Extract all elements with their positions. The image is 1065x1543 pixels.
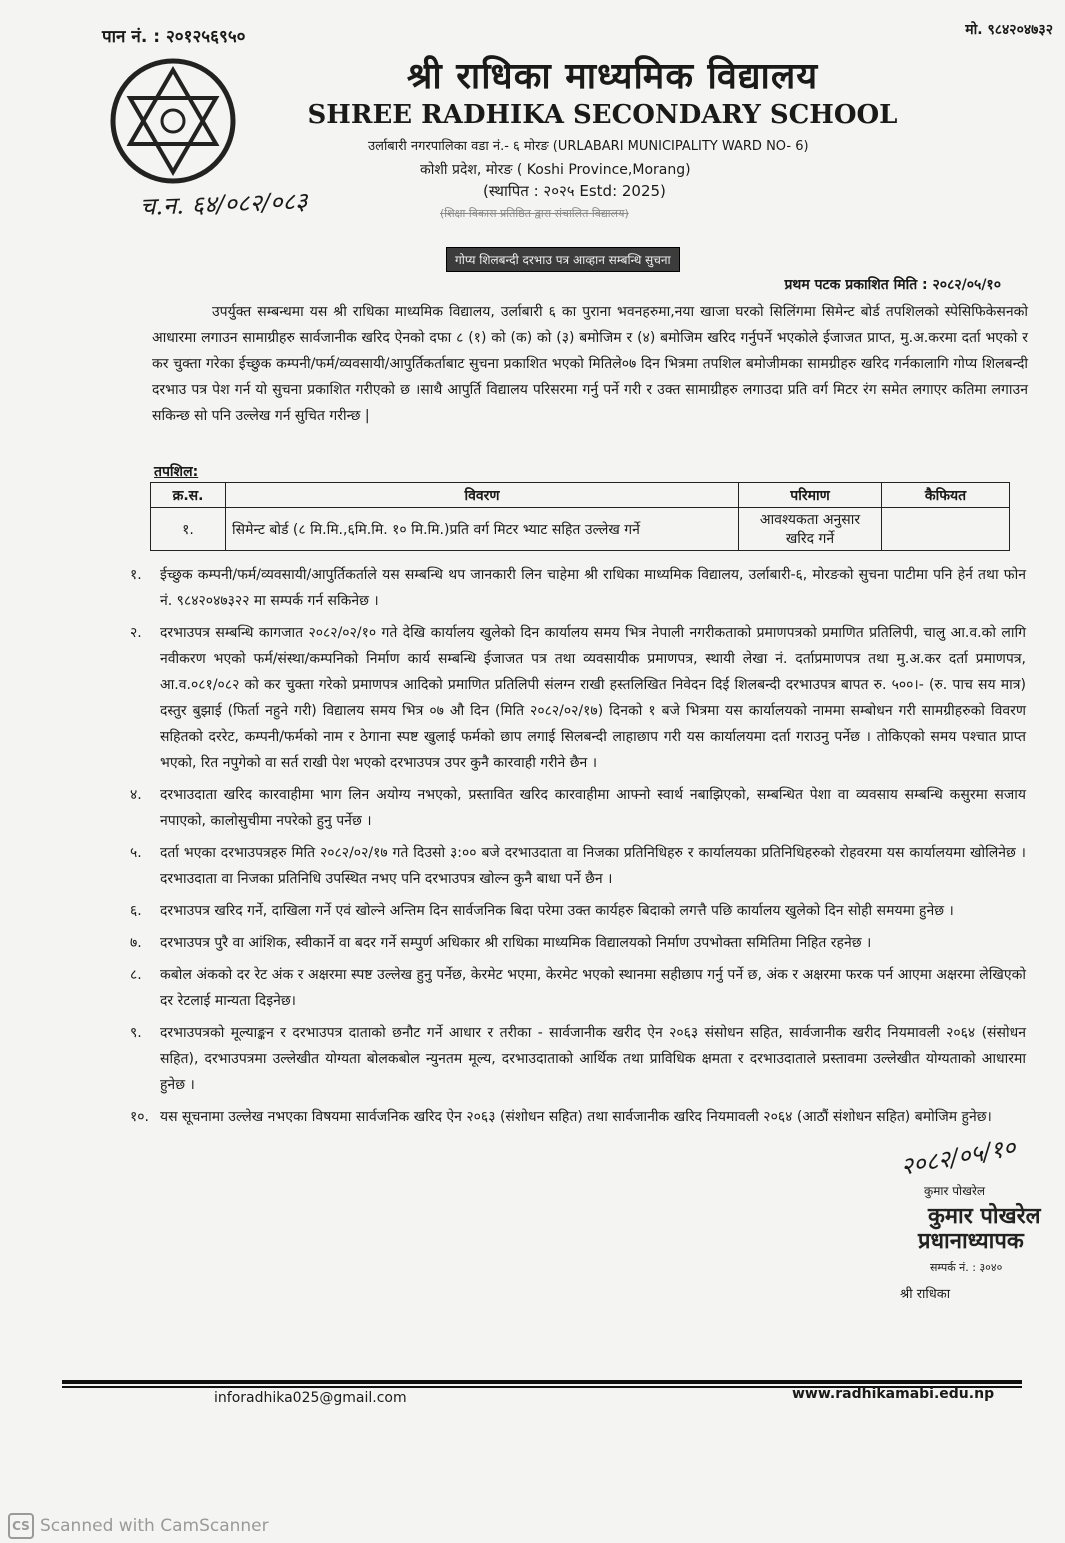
reference-number: च.न. ६४/०८२/०८३ <box>139 187 308 221</box>
item-number: ९. <box>130 1025 142 1041</box>
item-text: ईच्छुक कम्पनी/फर्म/व्यवसायी/आपुर्तिकर्ताले यस सम्बन्धि थप जानकारी लिन चाहेमा श्री राधिका माध्यमिक विद्यालय, उर्लाबारी-६, मोरङको सुचना पाटीमा पनि हेर्न तथा फोन नं. ९८४२०४७३२२ मा सम्पर्क गर्न सकिनेछ । <box>160 567 1026 609</box>
conditions-list <box>112 562 1026 1136</box>
list-item <box>112 562 1026 614</box>
list-item <box>112 962 1026 1014</box>
item-number: ६. <box>130 903 142 919</box>
list-item <box>112 1104 1026 1130</box>
footer-email: inforadhika025@gmail.com <box>214 1390 407 1406</box>
signature-date: २०८२/०५/१० <box>898 1133 1018 1181</box>
list-item <box>112 840 1026 892</box>
published-date: प्रथम पटक प्रकाशित मिति : २०८२/०५/१० <box>784 277 1001 293</box>
scanner-text: Scanned with CamScanner <box>40 1516 269 1536</box>
item-number: ७. <box>130 935 142 951</box>
signature-name: कुमार पोखरेल <box>924 1184 986 1198</box>
list-item <box>112 782 1026 834</box>
item-text: दरभाउपत्र खरिद गर्ने, दाखिला गर्ने एवं खोल्ने अन्तिम दिन सार्वजनिक बिदा परेमा उक्त कार्यहरु बिदाको लगत्तै पछि कार्यालय खुलेको दिन सोही समयमा हुनेछ । <box>160 903 954 919</box>
scanner-watermark <box>8 1513 269 1539</box>
list-item <box>112 620 1026 776</box>
item-number: २. <box>130 625 142 641</box>
list-item <box>112 1020 1026 1098</box>
school-name-english: SHREE RADHIKA SECONDARY SCHOOL <box>307 100 898 130</box>
item-text: यस सूचनामा उल्लेख नभएका विषयमा सार्वजनिक खरिद ऐन २०६३ (संशोधन सहित) तथा सार्वजानीक खरिद नियमावली २०६४ (आठौं संशोधन सहित) बमोजिम हुनेछ। <box>160 1109 992 1125</box>
cell-quantity: आवश्यकता अनुसार खरिद गर्ने <box>739 508 882 551</box>
item-number: ५. <box>130 845 142 861</box>
faded-subline: (शिक्षा विकास प्रतिष्ठित द्वारा संचालित विद्यालय) <box>440 207 629 220</box>
school-name-nepali: श्री राधिका माध्यमिक विद्यालय <box>406 56 819 97</box>
item-text: दर्ता भएका दरभाउपत्रहरु मिति २०८२/०२/१७ गते दिउसो ३:०० बजे दरभाउदाता वा निजका प्रतिनिधिहरु र कार्यालयका प्रतिनिधिहरुको रोहवरमा यस कार्यालयमा खोलिनेछ । दरभाउदाता वा निजका प्रतिनिधि उपस्थित नभए पनि दरभाउपत्र खोल्न कुनै बाधा पर्ने छैन । <box>160 845 1026 887</box>
cell-sn: १. <box>151 508 226 551</box>
item-text: दरभाउपत्र सम्बन्धि कागजात २०८२/०२/१० गते देखि कार्यालय खुलेको दिन कार्यालय समय भित्र नेपाली नगरीकताको प्रमाणपत्रको प्रमाणित प्रतिलिपी, चालु आ.व.को लागि नवीकरण भएको फर्म/संस्था/कम्पनिको निर्माण कार्य सम्बन्धि ईजाजत पत्र तथा व्यवसायीक प्रमाणपत्र, स्थायी लेखा नं. दर्ताप्रमाणपत्र तथा मु.अ.कर दर्ता प्रमाणपत्र, आ.व.०८१/०८२ को कर चुक्ता गरेको प्रमाणपत्र आदिको प्रमाणित प्रतिलिपी संलग्न राखी हस्तलिखित निवेदन दिई शिलबन्दी दरभाउपत्र बापत रु. ५००।- (रु. पाच सय मात्र) दस्तुर बुझाई (फिर्ता नहुने गरी) विद्यालय समय भित्र ०७ औ दिन (मिति २०८२/०२/१७) दिनको १ बजे भित्रमा यस कार्यालयको नाममा सम्बोधन गरी सामग्रीहरुको विवरण सहितको दररेट, कम्पनी/फर्मको नाम र ठेगाना स्पष्ट खुलाई फर्मको छाप लगाई सिलबन्दी लाहाछाप गरी यस कार्यालयमा दर्ता गराउनु पर्नेछ । तोकिएको समय पश्चात प्राप्त भएको, रित नपुगेको वा सर्त राखी पेश भएको दरभाउपत्र उपर कुनै कारवाही गरीने छैन । <box>160 625 1026 771</box>
item-number: ८. <box>130 967 142 983</box>
stamp-title: प्रधानाध्यापक <box>918 1229 1024 1254</box>
header-sn: क्र.स. <box>151 483 226 508</box>
established-year: (स्थापित : २०२५ Estd: 2025) <box>483 182 666 200</box>
header-quantity: परिमाण <box>739 483 882 508</box>
table-header-row <box>151 483 1010 508</box>
item-text: दरभाउपत्र पुरै वा आंशिक, स्वीकार्ने वा बदर गर्ने सम्पुर्ण अधिकार श्री राधिका माध्यमिक विद्यालयको निर्माण उपभोक्ता समितिमा निहित रहनेछ । <box>160 935 872 951</box>
stamp-name: कुमार पोखरेल <box>928 1204 1041 1229</box>
table-row <box>151 508 1010 551</box>
header-description: विवरण <box>226 483 739 508</box>
item-text: कबोल अंकको दर रेट अंक र अक्षरमा स्पष्ट उल्लेख हुनु पर्नेछ, केरमेट भएमा, केरमेट भएको स्थानमा सहीछाप गर्नु पर्ने छ, अंक र अक्षरमा फरक पर्न आएमा अक्षरमा लेखिएको दर रेटलाई मान्यता दिइनेछ। <box>160 967 1026 1009</box>
footer-divider <box>62 1380 1022 1384</box>
stamp-contact: सम्पर्क नं. : ३०४० <box>930 1261 1003 1274</box>
cell-description: सिमेन्ट बोर्ड (८ मि.मि.,६मि.मि. १० मि.मि.)प्रति वर्ग मिटर भ्याट सहित उल्लेख गर्ने <box>226 508 739 551</box>
item-number: १. <box>130 567 142 583</box>
phone-number: मो. ९८४२०४७३२ <box>965 22 1053 38</box>
pan-number: पान नं. : २०१२५६९५० <box>102 27 246 47</box>
item-number: १०. <box>130 1109 150 1125</box>
camscanner-icon: CS <box>8 1513 34 1539</box>
notice-intro: उपर्युक्त सम्बन्धमा यस श्री राधिका माध्यमिक विद्यालय, उर्लाबारी ६ का पुराना भवनहरुमा,नया खाजा घरको सिलिंगमा सिमेन्ट बोर्ड तपशिलको स्पेसिफिकेसनको आधारमा लगाउन सामाग्रीहरु सार्वजानीक खरिद ऐनको दफा ८ (१) को (क) को (३) बमोजिम र (४) बमोजिम खरिद गर्नुपर्ने भएकोले ईजाजत प्राप्त, मु.अ.करमा दर्ता भएको र कर चुक्ता गरेका ईच्छुक कम्पनी/फर्म/व्यवसायी/आपुर्तिकर्ताबाट सुचना प्रकाशित भएको मितिले०७ दिन भित्रमा तपशिल बमोजीमका सामग्रीहरु खरिद गर्नकालागि गोप्य शिलबन्दी दरभाउ पत्र पेश गर्न यो सुचना प्रकाशित गरीएको छ ।साथै आपुर्ति विद्यालय परिसरमा गर्नु पर्ने गरी र उक्त सामाग्रीहरु लगाउदा प्रति वर्ग मिटर रंग समेत लगाएर कतिमा लगाउन सकिन्छ सो पनि उल्लेख गर्न सुचित गरीन्छ | <box>152 304 1028 424</box>
school-address-line2: कोशी प्रदेश, मोरङ ( Koshi Province,Morang) <box>420 162 691 178</box>
stamp-school: श्री राधिका <box>900 1287 951 1302</box>
list-item <box>112 930 1026 956</box>
notice-title: गोप्य शिलबन्दी दरभाउ पत्र आव्हान सम्बन्धि सुचना <box>446 247 680 272</box>
cell-remarks <box>882 508 1010 551</box>
item-number: ४. <box>130 787 142 803</box>
footer-website: www.radhikamabi.edu.np <box>792 1386 995 1402</box>
header-remarks: कैफियत <box>882 483 1010 508</box>
tapasil-label: तपशिल: <box>154 464 199 480</box>
list-item <box>112 898 1026 924</box>
item-text: दरभाउपत्रको मूल्याङ्कन र दरभाउपत्र दाताको छनौट गर्ने आधार र तरीका - सार्वजानीक खरीद ऐन २०६३ संसोधन सहित, सार्वजानीक खरीद नियमावली २०६४ (संसोधन सहित), दरभाउपत्रमा उल्लेखीत योग्यता बोलकबोल न्युनतम मूल्य, दरभाउदाताको आर्थिक तथा प्राविधिक क्षमता र दरभाउदाताले प्रस्तावमा उल्लेखीत योग्यताको आधारमा हुनेछ । <box>160 1025 1026 1093</box>
school-address-line1: उर्लाबारी नगरपालिका वडा नं.- ६ मोरङ (URLABARI MUNICIPALITY WARD NO- 6) <box>368 139 809 154</box>
items-table <box>150 482 1010 551</box>
item-text: दरभाउदाता खरिद कारवाहीमा भाग लिन अयोग्य नभएको, प्रस्तावित खरिद कारवाहीमा आफ्नो स्वार्थ नबाझिएको, सम्बन्धित पेशा वा व्यवसाय सम्बन्धि कसुरमा सजाय नपाएको, कालोसुचीमा नपरेको हुनु पर्नेछ । <box>160 787 1026 829</box>
